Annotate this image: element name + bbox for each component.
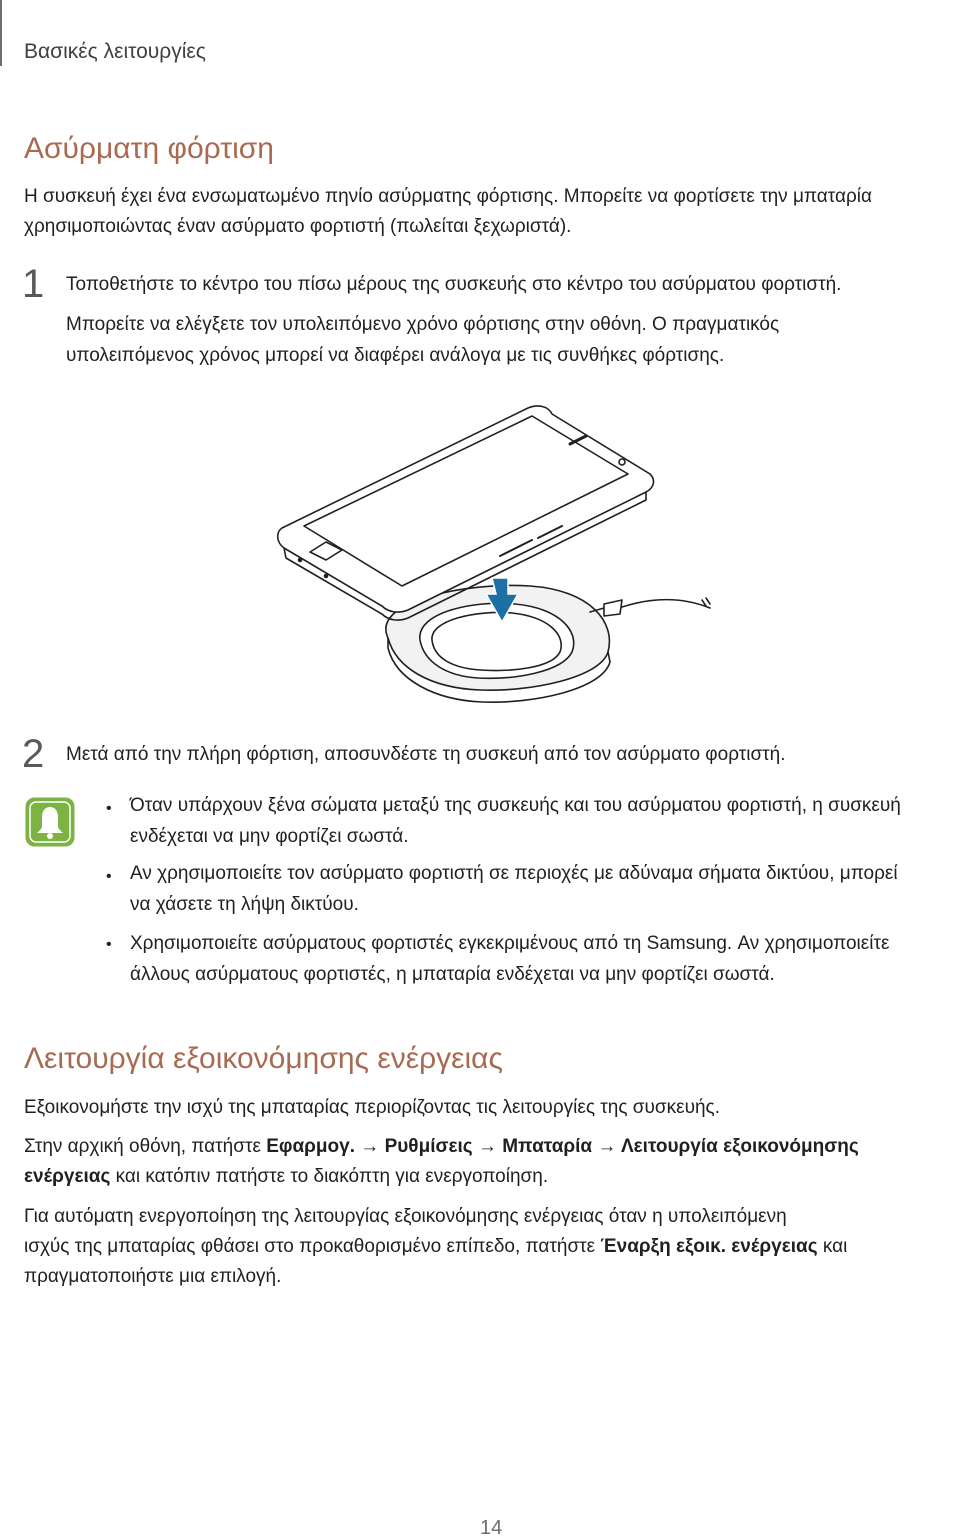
power-saving-p1: Εξοικονομήστε την ισχύ της μπαταρίας περιορίζοντας τις λειτουργίες της συσκευής. [24,1097,720,1118]
start-saving-label: Έναρξη εξοικ. ενέργειας [600,1236,818,1257]
arrow-separator: → [472,1136,503,1157]
intro-line: χρησιμοποιώντας έναν ασύρματο φορτιστή (πωλείται ξεχωριστά). [24,216,572,237]
note-line: να χάσετε τη λήψη δικτύου. [130,894,359,915]
settings-label: Ρυθμίσεις [384,1136,473,1157]
power-saving-p3: Για αυτόματη ενεργοποίηση της λειτουργίας εξοικονόμησης ενέργειας όταν η υπολειπόμενη ισχύς της μπαταρίας φθάσει στο προκαθορισμένο επίπεδο, πατήστε Έναρξη εξοικ. ενέργειας και πραγματοποιήστε μια επιλογή. [24,1206,848,1287]
step-line: Μπορείτε να ελέγξετε τον υπολειπόμενο χρόνο φόρτισης στην οθόνη. Ο πραγματικός [66,314,780,335]
note-item [130,858,960,920]
note-bullet: • [106,936,112,953]
step-2-number: 2 [22,732,45,776]
note-line: ενδέχεται να μην φορτίζει σωστά. [130,826,409,847]
note-line: Αν χρησιμοποιείτε τον ασύρματο φορτιστή σε περιοχές με αδύναμα σήματα δικτύου, μπορεί [130,863,898,884]
note-line: Χρησιμοποιείτε ασύρματους φορτιστές εγκεκριμένους από τη Samsung. Αν χρησιμοποιείτε [130,933,890,954]
intro-line: Η συσκευή έχει ένα ενσωματωμένο πηνίο ασύρματης φόρτισης. Μπορείτε να φορτίσετε την μπαταρία [24,186,872,207]
note-line: Όταν υπάρχουν ξένα σώματα μεταξύ της συσκευής και του ασύρματου φορτιστή, η συσκευή [130,795,901,816]
step-line: υπολειπόμενος χρόνος μπορεί να διαφέρει ανάλογα με τις συνθήκες φόρτισης. [66,345,725,366]
wireless-intro [24,182,944,242]
smartphone [278,406,654,620]
section-header: Βασικές λειτουργίες [24,40,206,63]
step-line: Μετά από την πλήρη φόρτιση, αποσυνδέστε τη συσκευή από τον ασύρματο φορτιστή. [66,744,786,765]
note-bell-icon [24,796,76,848]
step-1-number: 1 [22,262,45,306]
note-bullet: • [106,868,112,885]
note-line: άλλους ασύρματους φορτιστές, η μπαταρία ενδέχεται να μην φορτίζει σωστά. [130,964,775,985]
power-saving-p2: Στην αρχική οθόνη, πατήστε Εφαρμογ. → Ρυθμίσεις → Μπαταρία → Λειτουργία εξοικονόμησης ενέργειας και κατόπιν πατήστε το διακόπτη για ενεργοποίηση. [24,1136,859,1187]
arrow-separator: → [355,1136,385,1157]
battery-label: Μπαταρία [502,1136,593,1157]
power-saving-mode-label-cont: ενέργειας [24,1166,111,1187]
step-line: Τοποθετήστε το κέντρο του πίσω μέρους της συσκευής στο κέντρο του ασύρματου φορτιστή. [66,274,842,295]
step-1-text [66,269,946,371]
arrow-separator: → [592,1136,621,1157]
note-bullet: • [106,800,112,817]
wireless-charging-title: Ασύρματη φόρτιση [24,132,274,165]
wireless-charging-illustration [270,400,720,710]
power-saving-title: Λειτουργία εξοικονόμησης ενέργειας [24,1042,503,1075]
apps-menu-label: Εφαρμογ. [266,1136,356,1157]
charger-cable [590,600,710,616]
note-item [130,790,960,852]
note-item [130,928,960,990]
step-2-text [66,739,946,770]
page-number: 14 [480,1517,503,1539]
power-saving-mode-label: Λειτουργία εξοικονόμησης [620,1136,859,1157]
margin-rule [0,0,2,66]
